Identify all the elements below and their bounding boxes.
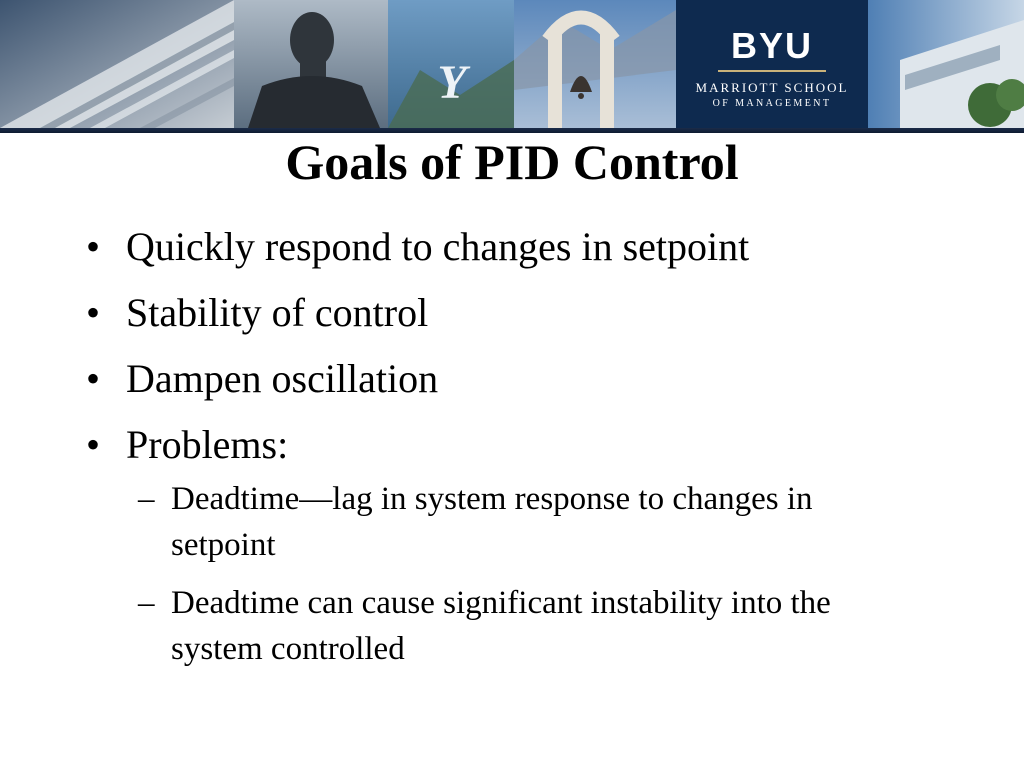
- bullet-marker: •: [86, 224, 101, 269]
- statue-photo-panel: [234, 0, 388, 128]
- sub-bullet-text: Deadtime can cause significant instability into the system controlled: [171, 585, 831, 667]
- bullet-item: [86, 288, 966, 338]
- bullet-text: Problems:: [126, 422, 289, 467]
- bullet-marker: •: [86, 290, 101, 335]
- sub-bullet-item: [86, 476, 911, 568]
- header-banner: [0, 0, 1024, 128]
- banner-divider: [0, 128, 1024, 133]
- bell-tower-photo-panel: [514, 0, 676, 128]
- logo-byu-text: BYU: [730, 25, 813, 66]
- bullet-text: Quickly respond to changes in setpoint: [126, 224, 750, 269]
- mountain-y-photo-panel: [388, 0, 514, 128]
- bullet-marker: •: [86, 422, 101, 467]
- banner-photo-collage: [0, 0, 1024, 128]
- logo-school-subtitle: OF MANAGEMENT: [712, 98, 832, 109]
- bullet-item: [86, 420, 966, 672]
- byu-marriott-logo: [676, 0, 868, 128]
- logo-school-name: MARRIOTT SCHOOL: [695, 80, 849, 95]
- sub-bullet-marker: –: [138, 481, 155, 517]
- sub-bullet-text: Deadtime—lag in system response to changes in setpoint: [171, 481, 813, 563]
- bullet-text: Dampen oscillation: [126, 356, 439, 401]
- building-photo-panel: [0, 0, 234, 128]
- modern-building-photo-panel: [868, 0, 1024, 128]
- sub-bullet-item: [86, 580, 911, 672]
- logo-gold-bar: [718, 70, 826, 72]
- svg-text:Y: Y: [437, 56, 467, 109]
- bullet-item: [86, 354, 966, 404]
- bullet-list: [86, 222, 966, 688]
- slide-title: Goals of PID Control: [285, 134, 739, 190]
- bullet-item: [86, 222, 966, 272]
- bullet-marker: •: [86, 356, 101, 401]
- sub-bullet-marker: –: [138, 585, 155, 621]
- sub-bullet-list: [86, 476, 966, 672]
- bullet-text: Stability of control: [126, 290, 429, 335]
